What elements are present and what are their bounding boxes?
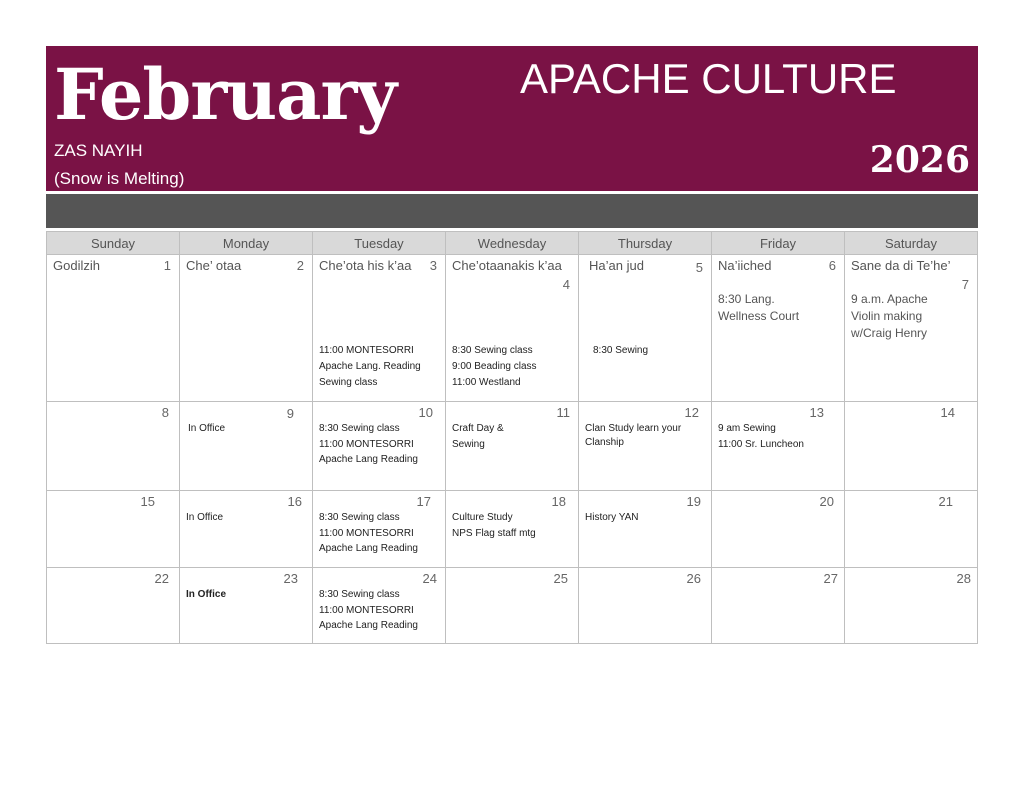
event-item: Apache Lang Reading [319, 543, 418, 554]
day-cell [313, 402, 446, 491]
event-item: Wellness Court [718, 309, 800, 323]
day-cell [712, 255, 845, 402]
event-item: Violin making [851, 309, 923, 323]
event-item: Clan Study learn your Clanship [585, 423, 682, 448]
day-cell [47, 491, 180, 568]
day-number: 5 [695, 260, 703, 275]
apache-day-name: Na’iiched [718, 258, 772, 273]
event-list [186, 587, 308, 603]
day-cell [579, 255, 712, 402]
day-number: 22 [154, 571, 169, 586]
day-cell [845, 491, 978, 568]
event-item: Sewing [452, 439, 485, 450]
weekday-sunday: Sunday [47, 232, 180, 255]
day-number: 12 [684, 405, 699, 420]
calendar-header [46, 46, 978, 191]
event-item: Apache Lang Reading [319, 454, 418, 465]
day-number: 13 [809, 405, 824, 420]
day-cell [446, 402, 579, 491]
event-list [319, 587, 441, 633]
day-cell [579, 491, 712, 568]
day-number: 15 [140, 494, 155, 509]
event-item: In Office [188, 423, 226, 434]
day-number: 18 [551, 494, 566, 509]
day-cell [712, 568, 845, 644]
day-number: 24 [422, 571, 437, 586]
weekday-friday: Friday [712, 232, 845, 255]
day-cell [180, 491, 313, 568]
day-cell [845, 568, 978, 644]
day-number: 8 [161, 405, 169, 420]
event-item: 11:00 MONTESORRI [319, 605, 414, 616]
day-cell [579, 402, 712, 491]
day-cell [47, 255, 180, 402]
event-item: Sewing class [319, 377, 378, 388]
event-list [585, 510, 707, 526]
calendar-title: APACHE CULTURE [520, 55, 897, 102]
event-item: NPS Flag staff mtg [452, 528, 536, 539]
year-label: 2026 [869, 139, 970, 181]
native-subtitle: ZAS NAYIH [54, 141, 143, 160]
day-cell [712, 491, 845, 568]
event-list [718, 291, 840, 325]
event-item: 9 am Sewing [718, 423, 776, 434]
event-item: 8:30 Lang. [718, 292, 775, 306]
day-cell [845, 255, 978, 402]
weekday-row [47, 232, 978, 255]
event-item: 11:00 MONTESORRI [319, 345, 414, 356]
event-list [851, 291, 973, 342]
day-number: 7 [961, 277, 969, 292]
day-cell [446, 491, 579, 568]
day-number: 2 [296, 258, 304, 273]
day-number: 19 [686, 494, 701, 509]
day-cell [313, 255, 446, 402]
weekday-thursday: Thursday [579, 232, 712, 255]
event-item: 8:30 Sewing class [319, 423, 400, 434]
day-cell [579, 568, 712, 644]
event-item: Culture Study [452, 512, 513, 523]
day-number: 25 [553, 571, 568, 586]
day-number: 21 [938, 494, 953, 509]
event-list [452, 343, 574, 391]
day-number: 3 [429, 258, 437, 273]
event-item: 8:30 Sewing class [319, 512, 400, 523]
header-band [46, 194, 978, 228]
event-list [585, 422, 695, 450]
apache-day-name: Che’otaanakis k’aa [452, 258, 562, 273]
day-cell [313, 491, 446, 568]
apache-day-name: Che’ otaa [186, 258, 242, 273]
weekday-tuesday: Tuesday [313, 232, 446, 255]
event-list [186, 510, 308, 526]
day-cell [845, 402, 978, 491]
event-item: 11:00 Sr. Luncheon [718, 439, 804, 450]
event-item: 9:00 Beading class [452, 361, 537, 372]
week-row [47, 568, 978, 644]
month-title: February [54, 53, 397, 136]
calendar-grid [46, 231, 978, 644]
event-list [319, 343, 441, 391]
day-cell [180, 568, 313, 644]
day-cell [180, 402, 313, 491]
day-number: 6 [828, 258, 836, 273]
event-list [188, 421, 308, 437]
english-subtitle: (Snow is Melting) [54, 169, 185, 188]
event-list [452, 510, 574, 542]
event-item: 11:00 MONTESORRI [319, 439, 414, 450]
day-number: 16 [287, 494, 302, 509]
day-number: 10 [418, 405, 433, 420]
event-item: 8:30 Sewing [593, 345, 649, 356]
day-cell [180, 255, 313, 402]
event-item: Apache Lang. Reading [319, 361, 421, 372]
day-number: 4 [562, 277, 570, 292]
day-number: 1 [163, 258, 171, 273]
event-item: Apache Lang Reading [319, 620, 418, 631]
day-cell [47, 568, 180, 644]
apache-day-name: Sane da di Te’he’ [851, 258, 951, 273]
event-item: Craft Day & [452, 423, 504, 434]
week-row [47, 402, 978, 491]
event-list [718, 421, 840, 453]
day-number: 28 [956, 571, 971, 586]
week-row [47, 255, 978, 402]
day-number: 17 [416, 494, 431, 509]
day-number: 11 [556, 405, 570, 420]
event-list [593, 343, 707, 359]
weekday-saturday: Saturday [845, 232, 978, 255]
day-cell [47, 402, 180, 491]
event-item: In Office [186, 512, 224, 523]
day-number: 14 [940, 405, 955, 420]
weekday-wednesday: Wednesday [446, 232, 579, 255]
day-number: 23 [283, 571, 298, 586]
event-list [319, 421, 441, 467]
event-item: 11:00 MONTESORRI [319, 528, 414, 539]
event-list [319, 510, 441, 556]
day-cell [446, 255, 579, 402]
apache-day-name: Ha’an jud [589, 258, 644, 273]
event-item: w/Craig Henry [851, 326, 928, 340]
event-item: 11:00 Westland [452, 377, 521, 388]
apache-day-name: Godilzih [53, 258, 100, 273]
event-item: History YAN [585, 512, 639, 523]
event-list [452, 421, 574, 453]
weekday-monday: Monday [180, 232, 313, 255]
day-number: 9 [286, 406, 294, 421]
apache-day-name: Che’ota his k’aa [319, 258, 412, 273]
day-cell [446, 568, 579, 644]
day-cell [313, 568, 446, 644]
event-item: 9 a.m. Apache [851, 292, 928, 306]
day-cell [712, 402, 845, 491]
event-item: 8:30 Sewing class [319, 589, 400, 600]
day-number: 27 [823, 571, 838, 586]
event-item: In Office [186, 589, 227, 600]
week-row [47, 491, 978, 568]
day-number: 26 [686, 571, 701, 586]
event-item: 8:30 Sewing class [452, 345, 533, 356]
day-number: 20 [819, 494, 834, 509]
